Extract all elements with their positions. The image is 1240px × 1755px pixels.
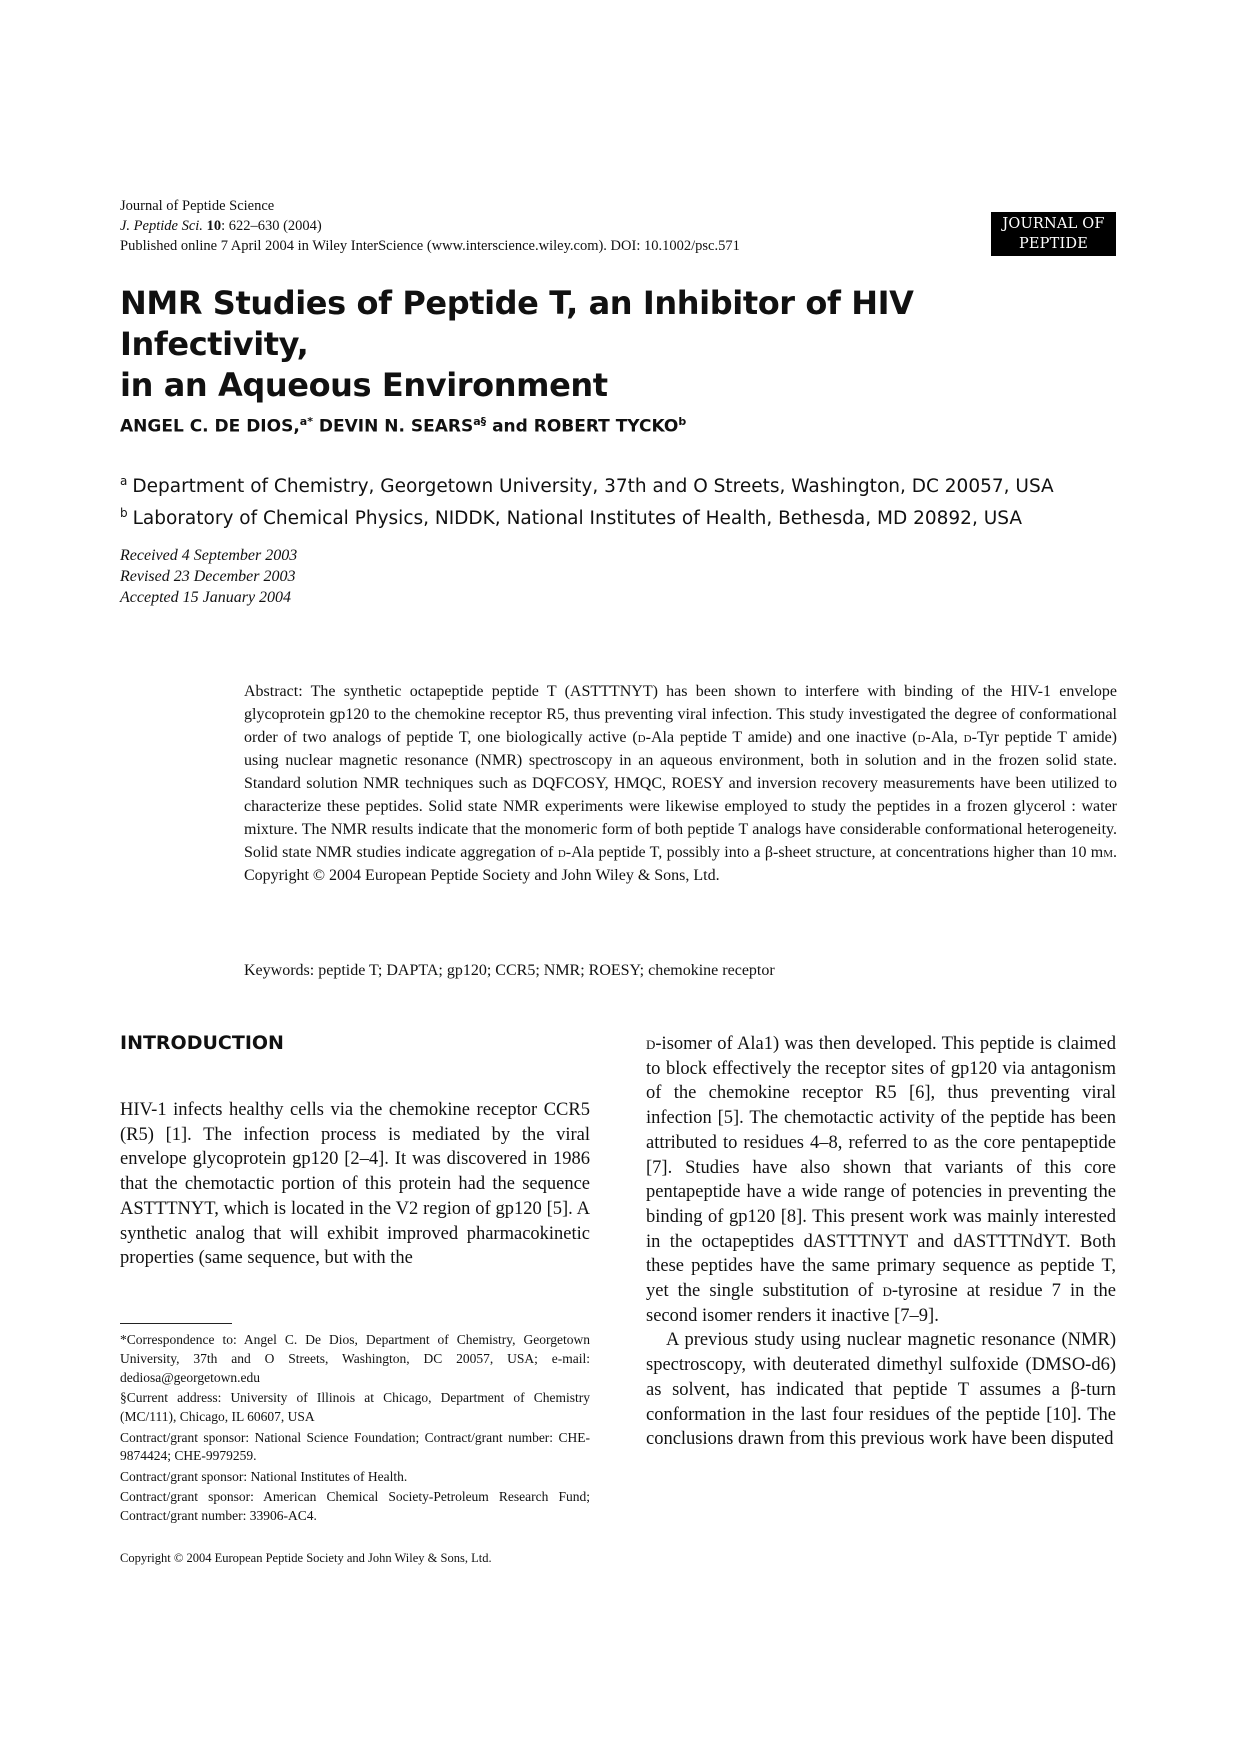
citation-journal: J. Peptide Sci. (120, 218, 203, 234)
author-1: ANGEL C. DE DIOS, (120, 416, 300, 437)
right-sc-1: d (646, 1034, 656, 1054)
logo-line-2: PEPTIDE SCIENCE (1016, 236, 1091, 272)
abstract-sc-1: d (637, 729, 646, 746)
keywords: Keywords: peptide T; DAPTA; gp120; CCR5; NMR; ROESY; chemokine receptor (244, 962, 775, 979)
footnote-grant-nih: Contract/grant sponsor: National Institutes of Health. (120, 1468, 408, 1484)
footnote-correspondence: *Correspondence to: Angel C. De Dios, Department of Chemistry, Georgetown University, 37th and O Streets, Washington, DC 20057, USA; e-mail: dediosa@georgetown.edu (120, 1332, 590, 1385)
affiliations (120, 468, 1054, 532)
author-list (120, 415, 686, 437)
journal-name: Journal of Peptide Science (120, 198, 275, 214)
author-3: and ROBERT TYCKO (486, 416, 679, 437)
footnote-current-address: §Current address: University of Illinois at Chicago, Department of Chemistry (MC/111), Chicago, IL 60607, USA (120, 1390, 590, 1425)
abstract-sc-3: d (963, 729, 972, 746)
footnotes (120, 1331, 590, 1528)
abstract-text-3: -Ala, (925, 729, 964, 746)
abstract (244, 680, 1117, 887)
paper-title (120, 283, 1080, 406)
affiliation-a-mark: a (120, 474, 128, 488)
page-copyright: Copyright © 2004 European Peptide Society and John Wiley & Sons, Ltd. (120, 1551, 492, 1565)
revised-date: Revised 23 December 2003 (120, 568, 296, 585)
abstract-text-5: -Ala peptide T, possibly into a β-sheet structure, at concentrations higher than 10 m (565, 844, 1104, 861)
abstract-sc-4: d (557, 844, 566, 861)
right-column (646, 1032, 1116, 1452)
author-3-mark: b (678, 415, 687, 428)
author-2: DEVIN N. SEARS (312, 416, 474, 437)
author-2-mark: a§ (473, 415, 487, 428)
journal-header (120, 196, 740, 256)
right-paragraph-1 (646, 1032, 1116, 1328)
footnote-rule (120, 1323, 232, 1324)
journal-logo (991, 212, 1116, 272)
abstract-text-6: . Copyright © 2004 European Peptide Society and John Wiley & Sons, Ltd. (244, 844, 1118, 884)
title-line-2: in an Aqueous Environment (120, 366, 608, 404)
footnote-grant-acs: Contract/grant sponsor: American Chemical Society-Petroleum Research Fund; Contract/grant number: 33906-AC4. (120, 1489, 590, 1524)
received-date: Received 4 September 2003 (120, 547, 298, 564)
right-sc-2: d (882, 1281, 892, 1302)
right-text-1a: -isomer of Ala1) was then developed. This peptide is claimed to block effectively the receptor sites of gp120 via antagonism of the chemokine receptor R5 [6], thus preventing viral infection [5]. The chemotactic activity of the peptide has been attributed to residues 4–8, referred to as the core pentapeptide [7]. Studies have also shown that variants of this core pentapeptide have a wide range of potencies in preventing the binding of gp120 [8]. This present work was mainly interested in the octapeptides dASTTTNYT and dASTTTNdYT. Both these peptides have the same primary sequence as peptide T, yet the single substitution of (646, 1034, 1116, 1302)
right-paragraph-2: A previous study using nuclear magnetic resonance (NMR) spectroscopy, with deuterated dimethyl sulfoxide (DMSO-d6) as solvent, has indicated that peptide T assumes a β-turn conformation in the last four residues of the peptide [10]. The conclusions drawn from this previous work have been disputed (646, 1330, 1116, 1450)
affiliation-b (120, 500, 1054, 532)
abstract-text-2: -Ala peptide T amide) and one inactive ( (645, 729, 918, 746)
logo-line-1: JOURNAL OF (1002, 216, 1105, 232)
title-line-1: NMR Studies of Peptide T, an Inhibitor of HIV Infectivity, (120, 284, 914, 363)
section-heading-introduction: INTRODUCTION (120, 1032, 284, 1054)
abstract-sc-5: m (1103, 844, 1114, 861)
citation (120, 216, 740, 236)
affiliation-a (120, 468, 1054, 500)
citation-volume: 10 (206, 218, 222, 234)
footnote-grant-nsf: Contract/grant sponsor: National Science Foundation; Contract/grant number: CHE-9874424; CHE-9979259. (120, 1429, 590, 1464)
right-text-1b: -tyrosine at residue 7 in the second isomer renders it inactive [7–9]. (646, 1281, 1117, 1326)
abstract-sc-2: d (917, 729, 926, 746)
abstract-text-1: Abstract: The synthetic octapeptide peptide T (ASTTTNYT) has been shown to interfere with binding of the HIV-1 envelope glycoprotein gp120 to the chemokine receptor R5, thus preventing viral infection. This study investigated the degree of conformational order of two analogs of peptide T, one biologically active ( (244, 683, 1117, 746)
affiliation-b-text: Laboratory of Chemical Physics, NIDDK, National Institutes of Health, Bethesda, MD 20892, USA (132, 508, 1022, 530)
published-line: Published online 7 April 2004 in Wiley InterScience (www.interscience.wiley.com). DOI: 10.1002/psc.571 (120, 238, 740, 254)
author-1-mark: a* (299, 415, 313, 428)
accepted-date: Accepted 15 January 2004 (120, 589, 292, 606)
abstract-text-4: -Tyr peptide T amide) using nuclear magnetic resonance (NMR) spectroscopy in an aqueous environment, both in solution and in the frozen solid state. Standard solution NMR techniques such as DQFCOSY, HMQC, ROESY and inversion recovery measurements have been utilized to characterize these peptides. Solid state NMR experiments were likewise employed to study the peptides in a frozen glycerol : water mixture. The NMR results indicate that the monomeric form of both peptide T analogs have considerable conformational heterogeneity. Solid state NMR studies indicate aggregation of (244, 729, 1118, 861)
history-dates (120, 545, 297, 608)
citation-pages: : 622–630 (2004) (221, 218, 322, 234)
left-column-text: HIV-1 infects healthy cells via the chemokine receptor CCR5 (R5) [1]. The infection process is mediated by the viral envelope glycoprotein gp120 [2–4]. It was discovered in 1986 that the chemotactic portion of this protein had the sequence ASTTTNYT, which is located in the V2 region of gp120 [5]. A synthetic analog that will exhibit improved pharmacokinetic properties (same sequence, but with the (120, 1100, 590, 1269)
affiliation-a-text: Department of Chemistry, Georgetown University, 37th and O Streets, Washington, DC 20057, USA (132, 476, 1054, 498)
affiliation-b-mark: b (120, 506, 128, 521)
